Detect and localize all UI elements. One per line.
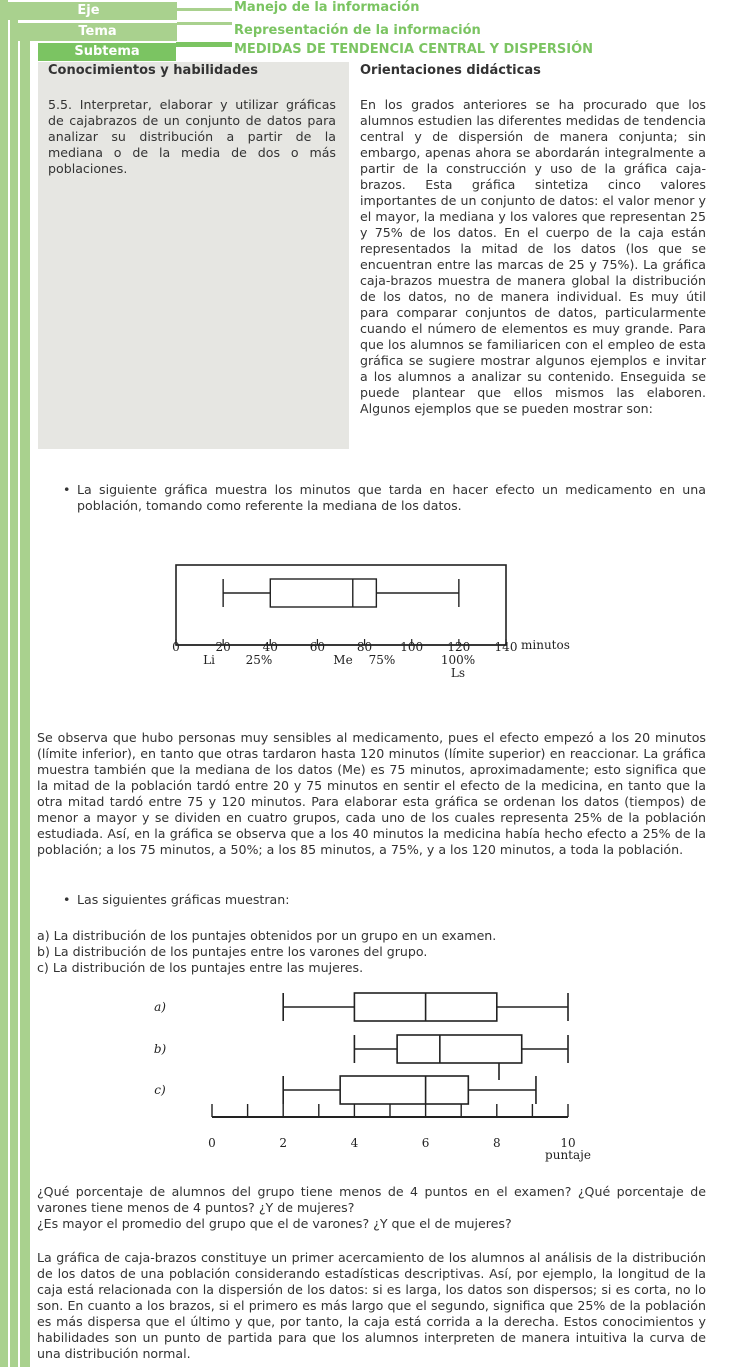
chart1-label-me: Me (333, 653, 353, 667)
chart2-axis-unit: puntaje (545, 1148, 591, 1162)
questions (37, 1184, 706, 1232)
question-1: ¿Qué porcentaje de alumnos del grupo tiene menos de 4 puntos en el examen? ¿Qué porcentaje de varones tiene menos de 4 puntos? ¿Y de mujeres? (37, 1184, 706, 1215)
chart2-box (340, 1076, 468, 1104)
chart1-box (270, 579, 376, 607)
chart1-tick-label: 0 (172, 640, 180, 654)
chart1-tick-label: 140 (494, 640, 518, 654)
chart2-row-label: b) (153, 1042, 167, 1056)
header-tema-line (177, 22, 232, 25)
header-eje-label: Eje (0, 2, 177, 20)
chart1-tick-label: 120 (447, 640, 471, 654)
chart2-tick-label: 6 (421, 1136, 430, 1150)
right-column-text: En los grados anteriores se ha procurado que los alumnos estudien las diferentes medidas de tendencia central y de dispersión de manera conjunta; sin embargo, apenas ahora se abordarán integralmente a partir de la construcción y uso de la gráfica caja-brazos. Esta gráfica sintetiza cinco valores importantes de un conjunto de datos: el valor menor y el mayor, la mediana y los valores que representan 25 y 75% de los datos. En el cuerpo de la caja están representados la mitad de los datos (los que se encuentran entre las marcas de 25 y 75%). La gráfica caja-brazos muestra de manera global la distribución de los datos, no de manera individual. Es muy útil para comparar conjuntos de datos, particularmente cuando el número de elementos es muy grande. Para que los alumnos se familiaricen con el empleo de esta gráfica se sugiere mostrar algunos ejemplos e invitar a los alumnos a analizar su contenido. Enseguida se puede plantear que ellos mismos las elaboren. Algunos ejemplos que se pueden mostrar son: (360, 97, 706, 416)
chart1-axis-unit: minutos (521, 638, 570, 652)
chart1-tick-label: 60 (309, 640, 326, 654)
question-2: ¿Es mayor el promedio del grupo que el de varones? ¿Y que el de mujeres? (37, 1216, 512, 1231)
chart2-tick-label: 10 (560, 1136, 576, 1150)
list-item-c: c) La distribución de los puntajes entre las mujeres. (37, 960, 364, 975)
chart1-label-ls: Ls (450, 666, 466, 680)
header-subtema-label: Subtema (38, 43, 176, 61)
chart1-tick-label: 20 (215, 640, 231, 654)
chart1-label-25: 25% (245, 653, 273, 667)
header-eje-line (177, 8, 232, 11)
chart2-row-label: c) (154, 1083, 166, 1097)
chart1-label-100: 100% (440, 653, 476, 667)
header-eje-value: Manejo de la información (234, 0, 420, 15)
header-subtema-value: MEDIDAS DE TENDENCIA CENTRAL Y DISPERSIÓN (234, 42, 594, 57)
graficas-list (37, 928, 496, 976)
left-column-text: 5.5. Interpretar, elaborar y utilizar gráficas de cajabrazos de un conjunto de datos para analizar su distribución a partir de la mediana o de la media de dos o más poblaciones. (48, 97, 336, 176)
bullet-graficas: • Las siguientes gráficas muestran: (77, 892, 289, 908)
chart1-label-li: Li (203, 653, 215, 667)
left-column-title: Conocimientos y habilidades (48, 63, 258, 78)
right-column-title: Orientaciones didácticas (360, 63, 541, 78)
header-tema-value: Representación de la información (234, 23, 481, 38)
paragraph-conclusion: La gráfica de caja-brazos constituye un primer acercamiento de los alumnos al análisis de la distribución de los datos de una población considerando estadísticas descriptivas. Así, por ejemplo, la longitud de la caja está relacionada con la dispersión de los datos: si es larga, los datos son dispersos; si es corta, no lo son. En cuanto a los brazos, si el primero es más largo que el segundo, significa que 25% de la población es más dispersa que el último y que, por tanto, la caja está corrida a la derecha. Estos conocimientos y habilidades son un punto de partida para que los alumnos interpreten de manera intuitiva la curva de una distribución normal. (37, 1250, 706, 1361)
chart1-tick-label: 100 (400, 640, 424, 654)
chart2-box (397, 1035, 522, 1063)
chart1-frame (176, 565, 506, 645)
header-tema-label: Tema (18, 23, 177, 41)
chart2-tick-label: 4 (350, 1136, 359, 1150)
header-subtema-line (176, 42, 232, 47)
paragraph-medicamento: Se observa que hubo personas muy sensibles al medicamento, pues el efecto empezó a los 20 minutos (límite inferior), en tanto que otras tardaron hasta 120 minutos (límite superior) en reaccionar. La gráfica muestra también que la mediana de los datos (Me) es 75 minutos, aproximadamente; esto significa que la mitad de la población tardó entre 20 y 75 minutos en sentir el efecto de la medicina, en tanto que la otra mitad tardó entre 75 y 120 minutos. Para elaborar esta gráfica se ordenan los datos (tiempos) de menor a mayor y se dividen en cuatro grupos, cada uno de los cuales representa 25% de la población estudiada. Así, en la gráfica se observa que a los 40 minutos la medicina había hecho efecto a 25% de la población; a los 75 minutos, a 50%; a los 85 minutos, a 75%, y a los 120 minutos, a toda la población. (37, 730, 706, 857)
boxplot-medicamento (0, 555, 737, 695)
chart2-row-label: a) (154, 1000, 166, 1014)
boxplot-puntajes (0, 980, 737, 1170)
chart2-tick-label: 0 (208, 1136, 216, 1150)
list-item-b: b) La distribución de los puntajes entre los varones del grupo. (37, 944, 428, 959)
chart1-label-75: 75% (368, 653, 396, 667)
chart1-tick-label: 40 (262, 640, 278, 654)
chart2-tick-label: 8 (492, 1136, 501, 1150)
chart1-tick-label: 80 (356, 640, 373, 654)
bullet-medicamento: • La siguiente gráfica muestra los minutos que tarda en hacer efecto un medicamento en una población, tomando como referente la mediana de los datos. (77, 482, 706, 514)
list-item-a: a) La distribución de los puntajes obtenidos por un grupo en un examen. (37, 928, 497, 943)
chart2-tick-label: 2 (279, 1136, 288, 1150)
